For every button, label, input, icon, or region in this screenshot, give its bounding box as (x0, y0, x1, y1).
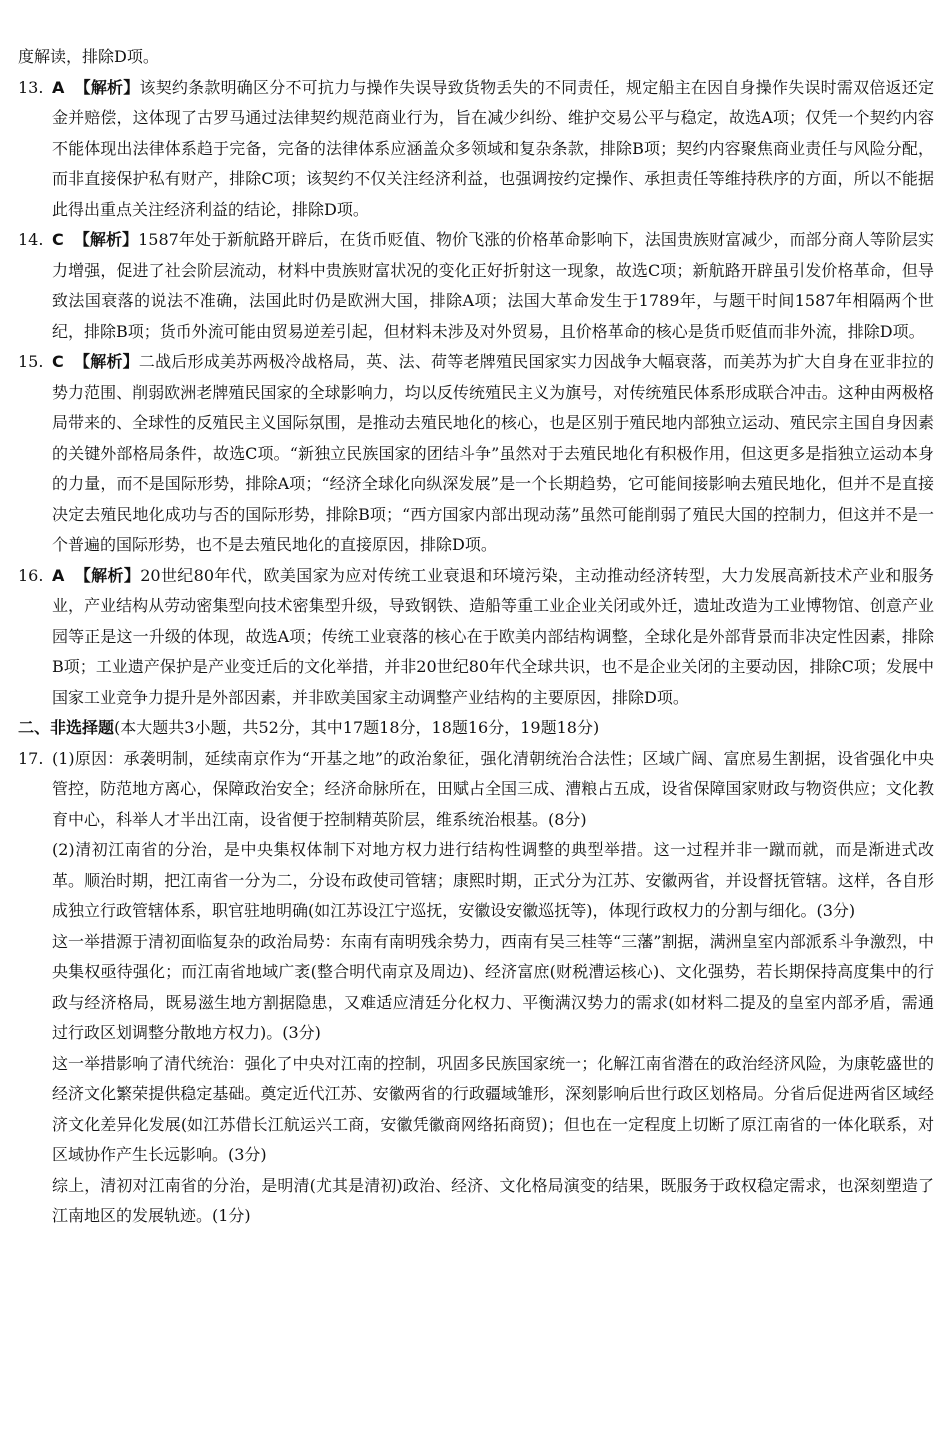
question-number: 14. (18, 230, 44, 249)
explanation-text: 该契约条款明确区分不可抗力与操作失误导致货物丢失的不同责任，规定船主在因自身操作失误时需双倍返还定金并赔偿，这体现了古罗马通过法律契约规范商业行为，旨在减少纠纷、维护交易公平与稳定，故选A项；仅凭一个契约内容不能体现出法律体系趋于完备，完备的法律体系应涵盖众多领域和复杂条款，排除B项；契约内容聚焦商业责任与风险分配，而非直接保护私有财产，排除C项；该契约不仅关注经济利益，也强调按约定操作、承担责任等维持秩序的方面，所以不能据此得出重点关注经济利益的结论，排除D项。 (52, 77, 934, 219)
explanation-text: 1587年处于新航路开辟后，在货币贬值、物价飞涨的价格革命影响下，法国贵族财富减少，而部分商人等阶层实力增强，促进了社会阶层流动，材料中贵族财富状况的变化正好折射这一现象，故选C项；新航路开辟虽引发价格革命，但导致法国衰落的说法不准确，法国此时仍是欧洲大国，排除A项；法国大革命发生于1789年，与题干时间1587年相隔两个世纪，排除B项；货币外流可能由贸易逆差引起，但材料未涉及对外贸易，且价格革命的核心是货币贬值而非外流，排除D项。 (52, 230, 934, 341)
explanation-text: 20世纪80年代，欧美国家为应对传统工业衰退和环境污染，主动推动经济转型，大力发展高新技术产业和服务业，产业结构从劳动密集型向技术密集型升级，导致钢铁、造船等重工业企业关闭或外迁，遗址改造为工业博物馆、创意产业园等正是这一升级的体现，故选A项；传统工业衰落的核心在于欧美内部结构调整，全球化是外部背景而非决定性因素，排除B项；工业遗产保护是产业变迁后的文化举措，并非20世纪80年代全球共识，也不是企业关闭的主要动因，排除C项；发展中国家工业竞争力提升是外部因素，并非欧美国家主动调整产业结构的主要原因，排除D项。 (52, 565, 934, 707)
answer-letter: A (52, 77, 65, 97)
intro-line: 度解读，排除D项。 (18, 47, 159, 66)
question-explanation (52, 225, 934, 347)
section-note: (本大题共3小题，共52分，其中17题18分，18题16分，19题18分) (114, 718, 600, 737)
analysis-tag: 【解析】 (74, 77, 140, 97)
answer-paragraph-cause: 这一举措源于清初面临复杂的政治局势：东南有南明残余势力，西南有吴三桂等“三藩”割据，满洲皇室内部派系斗争激烈，中央集权亟待强化；而江南省地域广袤(整合明代南京及周边)、经济富庶(财税漕运核心)、文化强势，若长期保持高度集中的行政与经济格局，既易滋生地方割据隐患，又难适应清廷分化权力、平衡满汉势力的需求(如材料二提及的皇室内部矛盾，需通过行政区划调整分散地方权力)。(3分) (52, 931, 934, 1042)
question-17 (18, 744, 934, 927)
question-number: 15. (18, 352, 44, 371)
analysis-tag: 【解析】 (74, 565, 141, 585)
answer-letter: C (52, 352, 64, 371)
question-explanation (52, 561, 934, 714)
answer-paragraph-impact: 这一举措影响了清代统治：强化了中央对江南的控制，巩固多民族国家统一；化解江南省潜在的政治经济风险，为康乾盛世的经济文化繁荣提供稳定基础。奠定近代江苏、安徽两省的行政疆域雏形，深刻影响后世行政区划格局。分省后促进两省区域经济文化差异化发展(如江苏借长江航运兴工商，安徽凭徽商网络拓商贸)；但也在一定程度上切断了原江南省的一体化联系，对区域协作产生长远影响。(3分) (52, 1053, 934, 1164)
answer-letter: C (52, 230, 64, 249)
answer-part-1: (1)原因：承袭明制，延续南京作为“开基之地”的政治象征，强化清朝统治合法性；区域广阔、富庶易生割据，设省强化中央管控，防范地方离心，保障政治安全；经济命脉所在，田赋占全国三成、漕粮占五成，设省保障国家财政与物资供应；文化教育中心，科举人才半出江南，设省便于控制精英阶层，维系统治根基。(8分) (52, 748, 934, 829)
answer-part-2: (2)清初江南省的分治，是中央集权体制下对地方权力进行结构性调整的典型举措。这一过程并非一蹴而就，而是渐进式改革。顺治时期，把江南省一分为二，分设布政使司管辖；康熙时期，正式分为江苏、安徽两省，并设督抚管辖。这样，各自形成独立行政管辖体系，职官驻地明确(如江苏设江宁巡抚，安徽设安徽巡抚等)，体现行政权力的分割与细化。(3分) (52, 840, 934, 920)
question-16 (18, 561, 934, 714)
analysis-tag: 【解析】 (73, 352, 139, 371)
section-title: 二、非选择题 (18, 718, 115, 737)
analysis-tag: 【解析】 (73, 230, 139, 249)
question-number: 13. (18, 77, 44, 97)
question-13 (18, 73, 934, 226)
question-explanation (52, 347, 934, 561)
answer-paragraph-summary: 综上，清初对江南省的分治，是明清(尤其是清初)政治、经济、文化格局演变的结果，既服务于政权稳定需求，也深刻塑造了江南地区的发展轨迹。(1分) (52, 1175, 934, 1225)
section-heading (18, 713, 934, 744)
question-14 (18, 225, 934, 347)
question-number: 16. (18, 565, 44, 585)
question-number: 17. (18, 748, 44, 768)
question-15 (18, 347, 934, 561)
question-explanation (52, 73, 934, 226)
answer-page (18, 42, 934, 1232)
explanation-text: 二战后形成美苏两极冷战格局，英、法、荷等老牌殖民国家实力因战争大幅衰落，而美苏为扩大自身在亚非拉的势力范围、削弱欧洲老牌殖民国家的全球影响力，均以反传统殖民主义为旗号，对传统殖民体系形成联合冲击。这种由两极格局带来的、全球性的反殖民主义国际氛围，是推动去殖民地化的核心，也是区别于殖民地内部独立运动、殖民宗主国自身因素的关键外部格局条件，故选C项。“新独立民族国家的团结斗争”虽然对于去殖民地化有积极作用，但这更多是指独立运动本身的力量，而不是国际形势，排除A项；“经济全球化向纵深发展”是一个长期趋势，它可能间接影响去殖民地化，但并不是直接决定去殖民地化成功与否的国际形势，排除B项；“西方国家内部出现动荡”虽然可能削弱了殖民大国的控制力，但这并不是一个普遍的国际形势，也不是去殖民地化的直接原因，排除D项。 (52, 352, 934, 554)
answer-letter: A (52, 565, 65, 585)
